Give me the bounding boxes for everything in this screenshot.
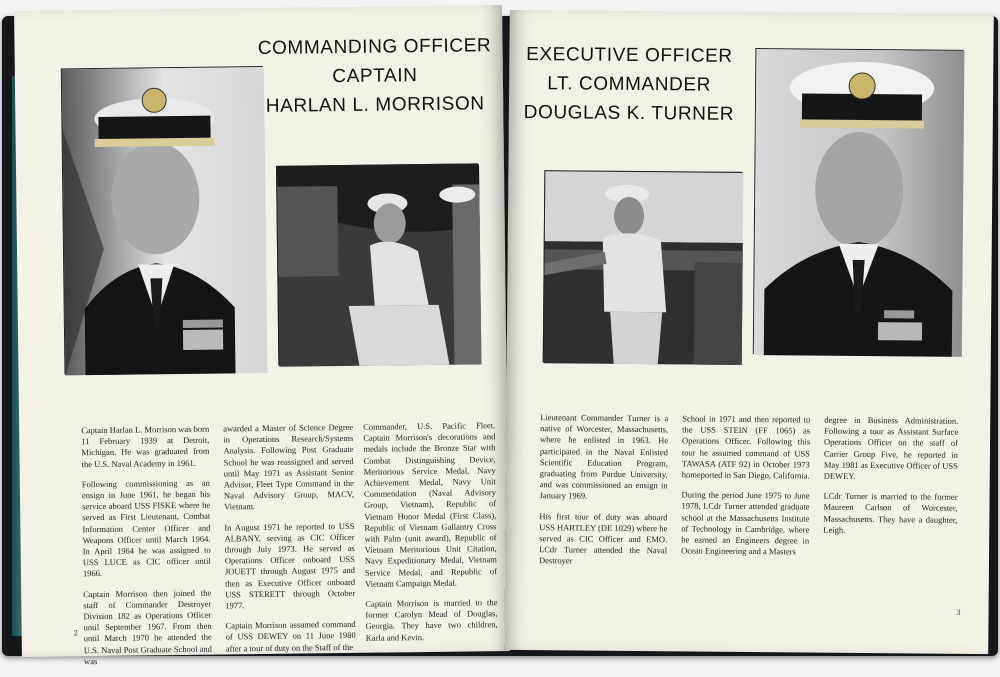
bio-column-3 [363,420,498,652]
bio-paragraph: In August 1971 he reported to USS ALBANY, serving as CIC Officer through July 1973. He served as Operations Officer onboard USS JOUETT through August 1975 and then as Executive Officer onboard USS STERETT through October 1977. [224,520,356,611]
bio-paragraph: Captain Morrison then joined the staff of Commander Destroyer Division 182 as Operations Officer until September 1967. From then until March 1970 he attended the U.S. Naval Post Graduate School and was [83,587,212,667]
bio-paragraph: During the period June 1975 to June 1978, LCdr Turner attended graduate school at the Massachusetts Institute of Technology in Cambridge, where he earned an Engineers degree in Ocean Engineering and a Masters [681,489,810,557]
bio-paragraph: LCdr Turner is married to the former Maureen Carlson of Worcester, Massachusetts. They have a daughter, Leigh. [823,490,958,535]
title-line: HARLAN L. MORRISON [265,93,485,117]
bio-column-2 [223,422,356,663]
bio-paragraph: Commander, U.S. Pacific Fleet. Captain Morrison's decorations and medals include the Bronze Star with Combat Distinguishing Device, Meritorious Service Medal, Navy Achievement Medal, Navy Unit Commendation (Naval Advisory Group, Vietnam), Republic of Vietnam Honor Medal (First Class), Republic of Vietnam Gallantry Cross with Palm (unit award), Republic of Vietnam Meritorious Unit Citation, Navy Expeditionary Medal, Vietnam Service Medal, and Republic of Vietnam Campaign Medal. [363,420,498,589]
title-line: COMMANDING OFFICER [257,35,492,60]
bio-paragraph: School in 1971 and then reported to the USS STEIN (FF 1065) as Operations Officer. Following this tour he assumed command of USS TAWASA (ATF 92) in October 1973 homeported in San Diego, California. [681,413,811,481]
right-page [504,10,994,654]
bio-paragraph: Lieutenant Commander Turner is a native of Worcester, Massachusetts, where he enlisted in 1963. He participated in the Naval Enlisted Scientific Education Program, graduating from Purdue University, and was commissioned an ensign in January 1969. [539,412,669,502]
title-line: CAPTAIN [332,65,418,88]
bio-paragraph: His first tour of duty was aboard USS HARTLEY (DE 1029) where he served as CIC Officer and EMO. LCdr Turner attended the Naval Destroyer [538,510,668,566]
bio-column-2 [681,413,810,567]
left-page [14,5,510,667]
bio-column-3 [823,415,958,546]
bio-paragraph: Captain Morrison is married to the former Carolyn Mead of Douglas, Georgia. They have two children, Karla and Kevin. [365,597,498,643]
bio-paragraph: degree in Business Administration. Following a tour as Assistant Surface Operations Officer on the staff of Carrier Group Five, he reported in May 1981 as Executive Officer of USS DEWEY. [823,414,959,481]
title-line: LT. COMMANDER [547,73,712,96]
page-number: 3 [956,607,961,617]
title-line: DOUGLAS K. TURNER [523,102,735,125]
bio-paragraph: Captain Morrison assumed command of USS DEWEY on 11 June 1980 after a tour of duty on the Staff of the [225,619,356,654]
bio-paragraph: Captain Harlan L. Morrison was born 11 February 1939 at Detroit, Michigan. He was graduated from the U.S. Naval Academy in 1961. [81,423,210,469]
page-number: 2 [73,628,78,638]
title-line: EXECUTIVE OFFICER [526,44,733,67]
bio-paragraph: Following commissioning as an ensign in June 1961, he began his service aboard USS FISKE where he served as First Lieutenant, Combat Information Center Officer and Weapons Officer until March 1964. In April 1964 he was assigned to USS LUCE as CIC officer until 1966. [81,477,211,579]
executive-officer-biography [504,10,994,654]
commanding-officer-biography [14,5,510,667]
bio-paragraph: awarded a Master of Science Degree in Operations Research/Systems Analysis. Following Post Graduate School he was reassigned and served until May 1971 as Assistant Senior Advisor, Fleet Type Command in the Naval Advisory Group, MACV, Vietnam. [223,421,355,512]
bio-column-1 [539,412,668,577]
bio-column-1 [81,424,212,677]
